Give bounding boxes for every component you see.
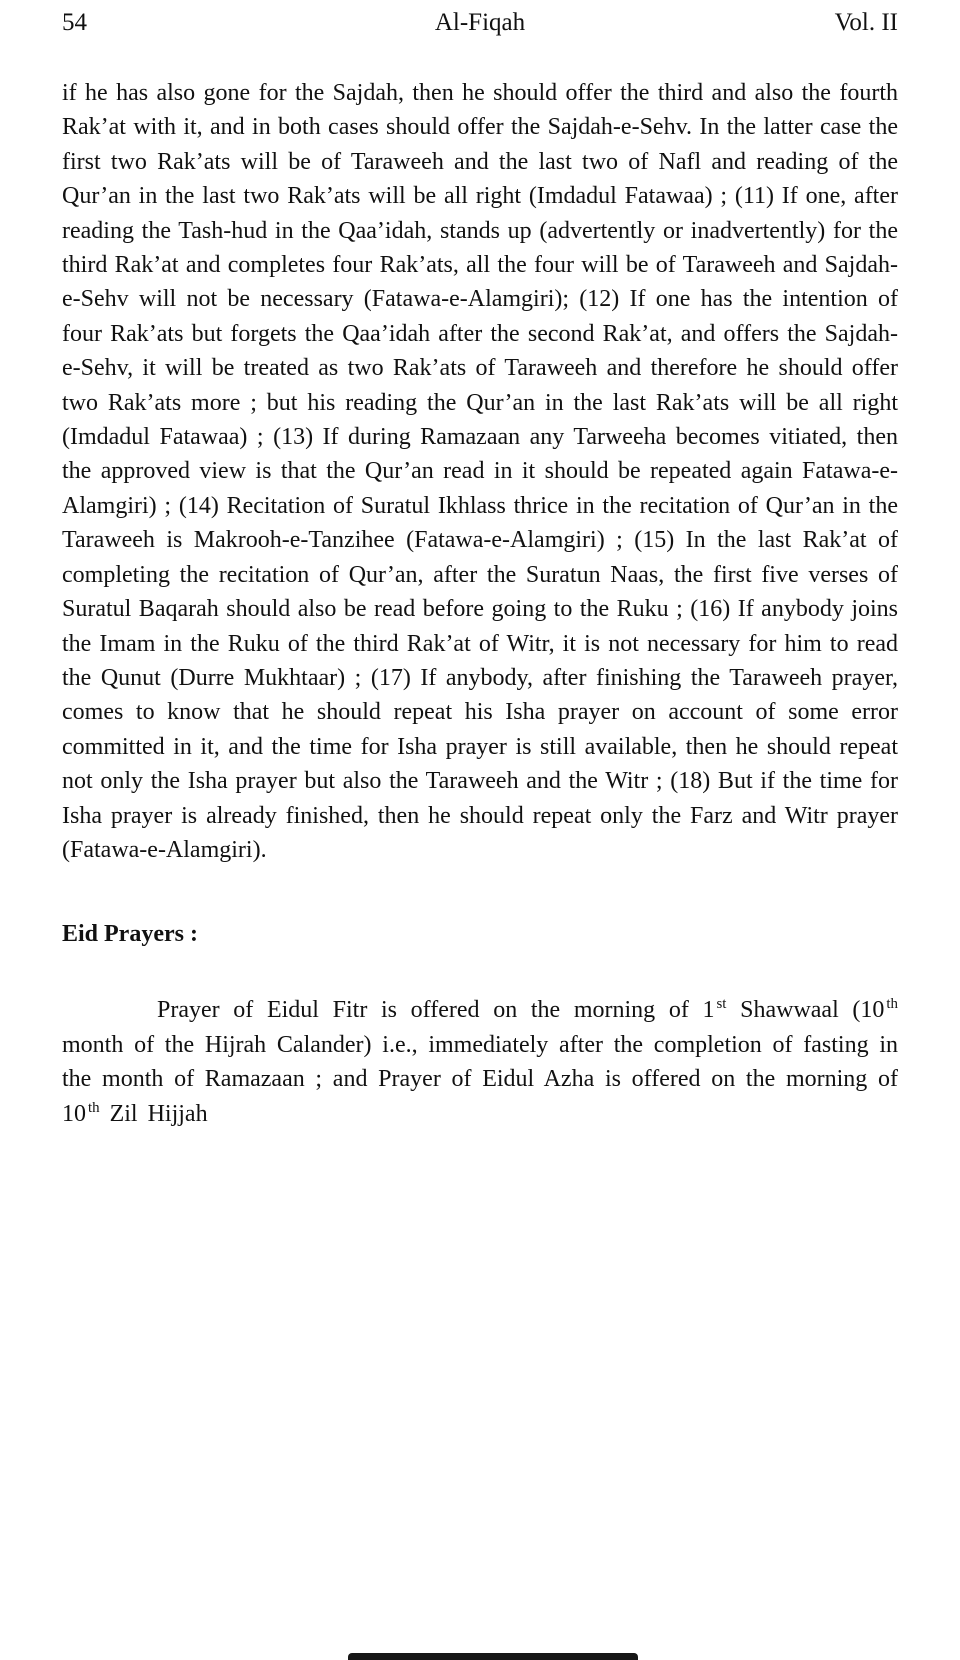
page-body	[62, 76, 898, 1131]
eid-text-2: Shawwaal (10	[726, 997, 885, 1024]
section-heading-eid-prayers: Eid Prayers :	[62, 921, 198, 948]
page-header	[62, 8, 898, 38]
eid-superscript-1: st	[716, 996, 727, 1013]
page-number: 54	[62, 9, 87, 36]
eid-text-1: Prayer of Eidul Fitr is offered on the morning of 1	[157, 997, 715, 1024]
eid-text-4: Zil Hijjah	[99, 1100, 208, 1127]
eid-superscript-3: th	[88, 1099, 100, 1116]
paragraph-taraweeh-rules: if he has also gone for the Sajdah, then he should offer the third and also the fourth Rak’at with it, and in both cases should offer the Sajdah-e-Sehv. In the latter case the first two Rak’ats will be of Taraweeh and the last two of Nafl and reading of the Qur’an in the last two Rak’ats will be all right (Imdadul Fatawaa) ; (11) If one, after reading the Tash-hud in the Qaa’idah, stands up (advertently or inadvertently) for the third Rak’at and completes four Rak’ats, all the four will be of Taraweeh and Sajdah-e-Sehv will not be necessary (Fatawa-e-Alamgiri); (12) If one has the intention of four Rak’ats but forgets the Qaa’idah after the second Rak’at, and offers the Sajdah-e-Sehv, it will be treated as two Rak’ats of Taraweeh and therefore he should offer two Rak’ats more ; but his reading the Qur’an in the last Rak’ats will be all right (Imdadul Fatawaa) ; (13) If during Ramazaan any Tarweeha becomes vitiated, then the approved view is that the Qur’an read in it should be repeated again Fatawa-e-Alamgiri) ; (14) Recitation of Suratul Ikhlass thrice in the recitation of Qur’an in the Taraweeh is Makrooh-e-Tanzihee (Fatawa-e-Alamgiri) ; (15) In the last Rak’at of completing the recitation of Qur’an, after the Suratun Naas, the first five verses of Suratul Baqarah should also be read before going to the Ruku ; (16) If anybody joins the Imam in the Ruku of the third Rak’at of Witr, it is not necessary for him to read the Qunut (Durre Mukhtaar) ; (17) If anybody, after finishing the Taraweeh prayer, comes to know that he should repeat his Isha prayer on account of some error committed in it, and the time for Isha prayer is still available, then he should repeat not only the Isha prayer but also the Taraweeh and the Witr ; (18) But if the time for Isha prayer is already finished, then he should repeat only the Farz and Witr prayer (Fatawa-e-Alamgiri).	[62, 80, 898, 863]
scan-artifact-bottom-edge	[348, 1653, 638, 1660]
eid-text-3: month of the Hijrah Calander) i.e., immediately after the completion of fasting in the month of Ramazaan ; and Prayer of Eidul Azha is offered on the morning of 10	[62, 1031, 898, 1127]
paragraph-eid-prayers	[62, 993, 898, 1131]
eid-superscript-2: th	[886, 996, 898, 1013]
volume-label: Vol. II	[834, 9, 898, 36]
book-title: Al-Fiqah	[434, 9, 526, 36]
